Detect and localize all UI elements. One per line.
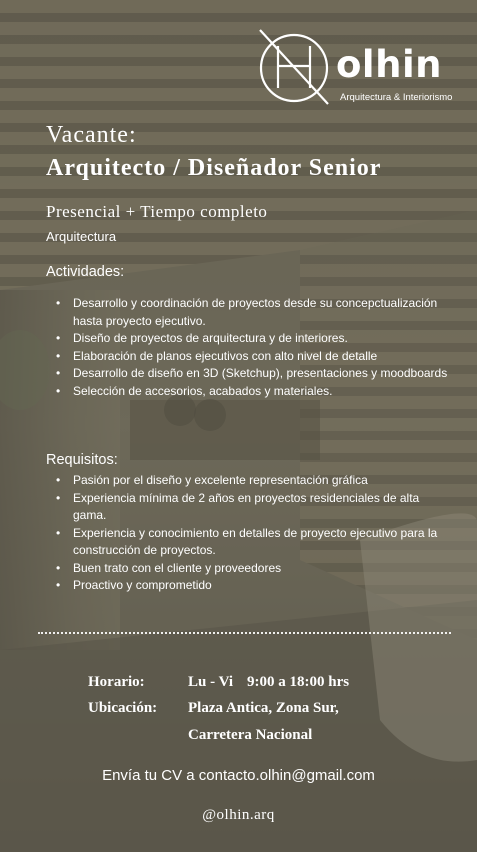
social-handle: @olhin.arq xyxy=(202,807,275,823)
monogram-logo-icon xyxy=(256,26,332,106)
list-item: • Proactivo y comprometido xyxy=(56,577,452,595)
job-title: Arquitecto / Diseñador Senior xyxy=(46,155,382,181)
activities-list xyxy=(56,295,452,400)
list-item: • Pasión por el diseño y excelente representación gráfica xyxy=(56,472,452,490)
requirements-list xyxy=(56,472,452,595)
list-item: • Experiencia y conocimiento en detalles de proyecto ejecutivo para la construcción de proyectos. xyxy=(56,525,452,560)
list-item: • Diseño de proyectos de arquitectura y de interiores. xyxy=(56,330,452,348)
vacancy-label: Vacante: xyxy=(46,122,137,148)
schedule-label: Horario: xyxy=(88,674,145,690)
job-mode: Presencial + Tiempo completo xyxy=(46,202,268,221)
list-item: • Selección de accesorios, acabados y materiales. xyxy=(56,383,452,401)
brand-logo xyxy=(256,26,461,110)
requirements-title: Requisitos: xyxy=(46,452,118,468)
schedule-days: Lu - Vi xyxy=(188,674,234,690)
cv-email-cta: Envía tu CV a contacto.olhin@gmail.com xyxy=(102,767,375,784)
location-line-1: Plaza Antica, Zona Sur, xyxy=(188,700,339,716)
list-item: • Buen trato con el cliente y proveedores xyxy=(56,560,452,578)
dotted-divider xyxy=(38,632,451,634)
activities-title: Actividades: xyxy=(46,264,125,280)
location-label: Ubicación: xyxy=(88,700,158,716)
list-item: • Desarrollo de diseño en 3D (Sketchup), presentaciones y moodboards xyxy=(56,365,452,383)
brand-name: olhin xyxy=(336,43,442,86)
job-area: Arquitectura xyxy=(46,229,117,244)
list-item: • Experiencia mínima de 2 años en proyectos residenciales de alta gama. xyxy=(56,490,452,525)
list-item: • Desarrollo y coordinación de proyectos desde su concepctualización hasta proyecto ejecutivo. xyxy=(56,295,452,330)
brand-tagline: Arquitectura & Interiorismo xyxy=(340,92,453,103)
schedule-hours: 9:00 a 18:00 hrs xyxy=(247,674,350,690)
list-item: • Elaboración de planos ejecutivos con alto nivel de detalle xyxy=(56,348,452,366)
location-line-2: Carretera Nacional xyxy=(188,727,313,743)
